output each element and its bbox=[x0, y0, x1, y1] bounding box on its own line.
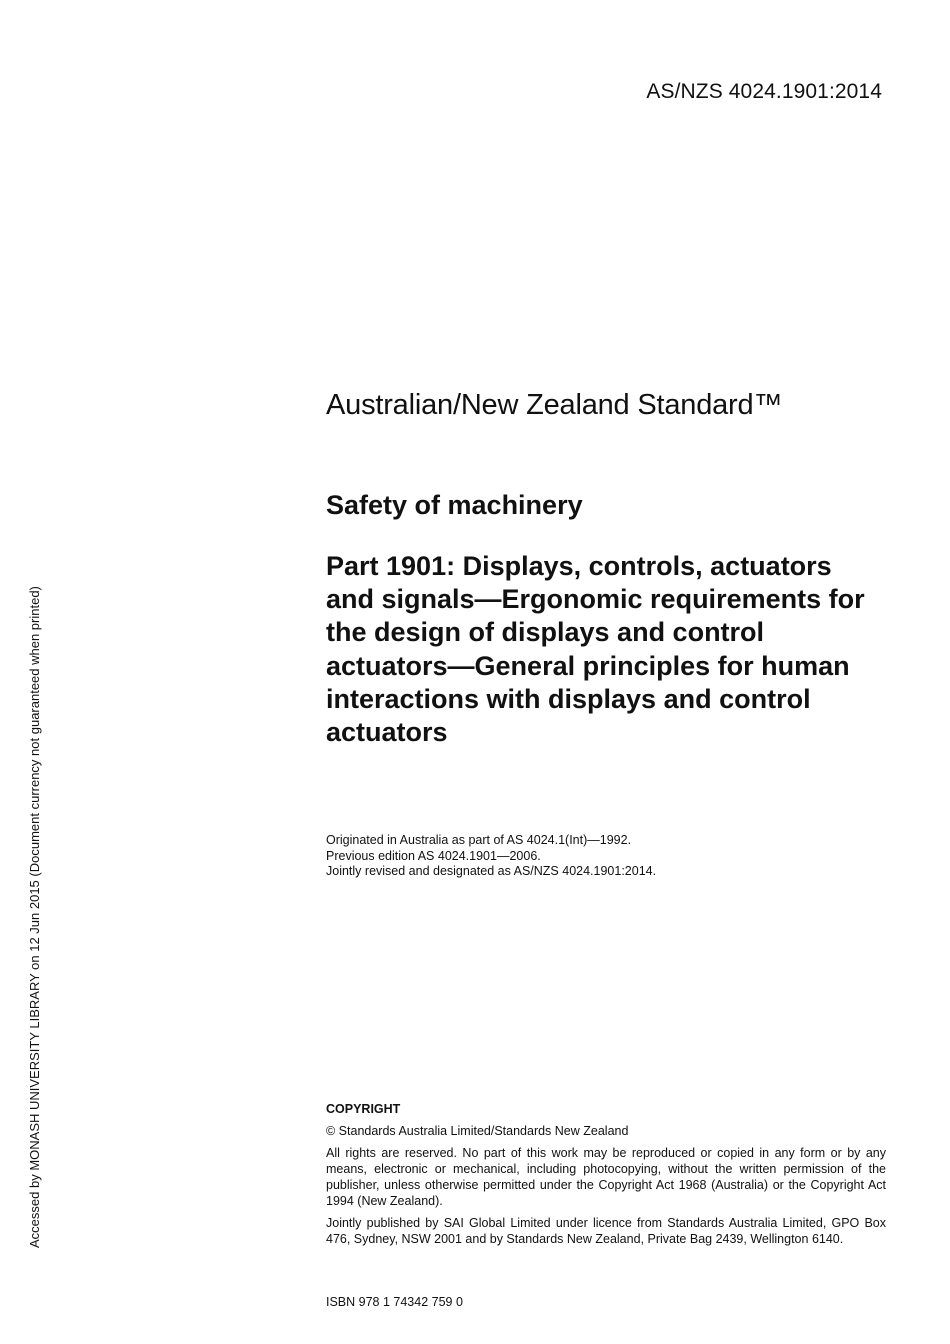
isbn: ISBN 978 1 74342 759 0 bbox=[326, 1295, 463, 1309]
copyright-section bbox=[326, 1101, 886, 1253]
copyright-heading: COPYRIGHT bbox=[326, 1102, 401, 1116]
history-line: Originated in Australia as part of AS 4024.1(Int)—1992. bbox=[326, 833, 632, 847]
copyright-owner: © Standards Australia Limited/Standards New Zealand bbox=[326, 1124, 629, 1138]
history-line: Previous edition AS 4024.1901—2006. bbox=[326, 848, 541, 863]
series-title: Safety of machinery bbox=[326, 490, 583, 520]
copyright-rights: All rights are reserved. No part of this work may be reproduced or copied in any form or by any means, electronic or mechanical, including photocopying, without the written permission of the publisher, unless otherwise permitted under the Copyright Act 1968 (Australia) or the Copyright Act 1994 (New Zealand). bbox=[326, 1146, 886, 1208]
part-title: Part 1901: Displays, controls, actuators and signals—Ergonomic requirements for the design of displays and control actuators—General principles for human interactions with displays and control actuators bbox=[326, 551, 865, 748]
copyright-publisher: Jointly published by SAI Global Limited under licence from Standards Australia Limited, GPO Box 476, Sydney, NSW 2001 and by Standards New Zealand, Private Bag 2439, Wellington 6140. bbox=[326, 1216, 886, 1246]
standard-type-heading: Australian/New Zealand Standard™ bbox=[326, 389, 783, 421]
access-notice: Accessed by MONASH UNIVERSITY LIBRARY on 12 Jun 2015 (Document currency not guaranteed when printed) bbox=[27, 586, 42, 1248]
history-line: Jointly revised and designated as AS/NZS 4024.1901:2014. bbox=[326, 864, 657, 878]
document-number: AS/NZS 4024.1901:2014 bbox=[646, 80, 882, 103]
publication-history bbox=[326, 833, 886, 880]
